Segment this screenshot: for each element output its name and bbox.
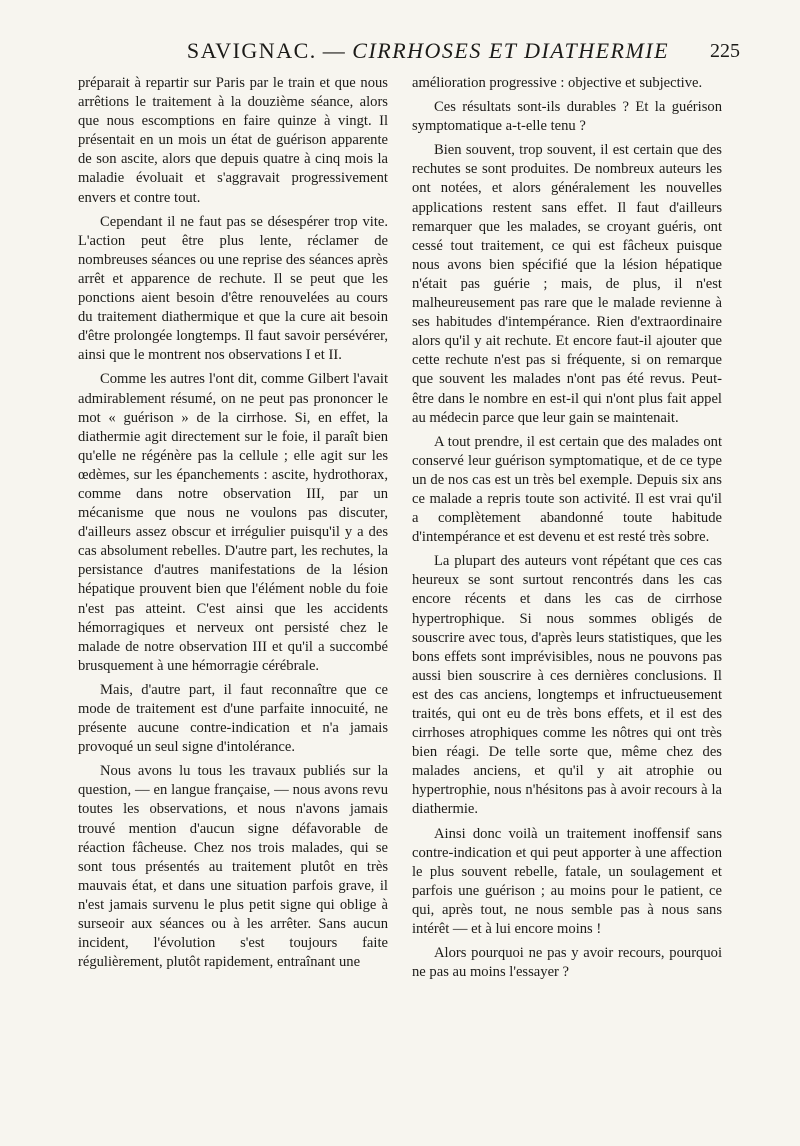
header-separator: — [322, 38, 347, 63]
paragraph: amélioration progressive : objective et subjective. [412, 75, 703, 91]
paragraph: Bien souvent, trop souvent, il est certain que des rechutes se sont produites. De nombreux auteurs les ont notées, et alors généralement les nouvelles applications restent sans effet. Il faut d'ailleurs remarquer que les malades, se croyant guéris, ont cessé tout traitement, ce qui est fâcheux puisque nous avons bien spécifié que la lésion hépatique n'était pas guérie ; mais, de plus, il n'est malheureusement pas rare que le malade revienne à ses habitudes d'intempérance. Rien d'extraordinaire alors qu'il y ait rechute. Et encore faut-il ajouter que cette rechute n'est pas si fréquente, si on remarque que souvent les malades n'ont pas été revus. Peut-être dans le nombre en est-il qui n'ont plus fait appel au médecin parce que leur gain se maintenait. [412, 142, 722, 426]
page-header [78, 38, 740, 68]
paragraph: Alors pourquoi ne pas y avoir recours, pourquoi ne pas au moins l'essayer ? [412, 945, 722, 981]
left-column [78, 74, 388, 972]
paragraph: Comme les autres l'ont dit, comme Gilbert l'avait admirablement résumé, on ne peut pas prononcer le mot « guérison » de la cirrhose. Si, en effet, la diathermie agit directement sur le foie, il paraît bien qu'elle ne régénère pas la cellule ; elle agit sur les œdèmes, sur les épanchements : ascite, hydrothorax, comme dans notre observation III, par un mécanisme que nous ne voulons pas discuter, d'ailleurs assez obscur et irrégulier puisqu'il y a des cas absolument rebelles. D'autre part, les rechutes, la persistance d'autres manifestations de la lésion hépatique prouvent bien que l'élément noble du foie n'est pas atteint. C'est ainsi que les accidents hémorragiques et nerveux ont persisté chez le malade de notre observation III et qu'il a succombé brusquement à une hémorragie cérébrale. [78, 371, 388, 674]
paragraph: Nous avons lu tous les travaux publiés sur la question, — en langue française, — nous avons revu toutes les observations, et nous n'avons jamais trouvé mention d'aucun signe défavorable de réaction fâcheuse. Chez nos trois malades, qui se sont tous présentés au traitement plutôt en très mauvais état, et dans une situation parfois grave, il n'est jamais survenu le plus petit signe qui oblige à surseoir aux séances ou à les arrêter. Sans aucun incident, l'évolution s'est toujours faite régulièrement, plutôt rapidement, entraînant une [78, 763, 388, 971]
paragraph: préparait à repartir sur Paris par le train et que nous arrêtions le traitement à la douzième séance, alors que nous escomptions en faire quinze à vingt. Il présentait en un mois un état de guérison apparente de son ascite, alors que depuis quatre à cinq mois la maladie évoluait et s'aggravait progressivement envers et contre tout. [78, 75, 388, 206]
paragraph: Ces résultats sont-ils durables ? Et la guérison symptomatique a-t-elle tenu ? [412, 99, 722, 135]
right-column [412, 74, 722, 982]
article-subtitle: CIRRHOSES ET DIATHERMIE [352, 38, 670, 63]
paragraph: Cependant il ne faut pas se désespérer trop vite. L'action peut être plus lente, réclamer de nombreuses séances ou une reprise des séances après arrêt et apparence de rechute. Il se peut que les ponctions aient besoin d'être renouvelées au cours du traitement diathermique et que la cure ait besoin d'être prolongée longtemps. Il faut savoir persévérer, ainsi que le montrent nos observations I et II. [78, 213, 388, 364]
paragraph: Mais, d'autre part, il faut reconnaître que ce mode de traitement est d'une parfaite innocuité, ne présente aucune contre-indication et n'a jamais provoqué un seul signe d'intolérance. [78, 681, 388, 756]
page-number: 225 [710, 40, 740, 62]
running-head [178, 38, 678, 64]
paragraph: A tout prendre, il est certain que des malades ont conservé leur guérison symptomatique, et de ce type un de nos cas est un très bel exemple. Depuis six ans ce malade a repris toute son activité. Il est vrai qu'il a complètement abandonné toute habitude d'intempérance et est devenu et est resté très sobre. [412, 433, 722, 546]
author-name: SAVIGNAC. [186, 38, 317, 63]
paragraph: La plupart des auteurs vont répétant que ces cas heureux se sont surtout rencontrés dans les cas encore récents et dans les cas de cirrhose hypertrophique. Si nous sommes obligés de souscrire avec tous, d'après leurs statistiques, que les bons effets sont imprévisibles, nous ne pouvons pas aussi bien souscrire à ces dernières conclusions. Il est des cas anciens, longtemps et infructueusement traités, qui ont eu de très bons effets, et il est des cirrhoses atrophiques comme les nôtres qui ont très bien réagi. De telle sorte que, même chez des malades anciens, et qu'il y ait atrophie ou hypertrophie, nous n'hésitons pas à avoir recours à la diathermie. [412, 553, 722, 818]
paragraph: Ainsi donc voilà un traitement inoffensif sans contre-indication et qui peut apporter à une affection le plus souvent rebelle, fatale, un soulagement et parfois une guérison ; au moins pour le patient, ce qui, après tout, ne nous semble pas à nous sans intérêt — et à lui encore moins ! [412, 825, 722, 938]
